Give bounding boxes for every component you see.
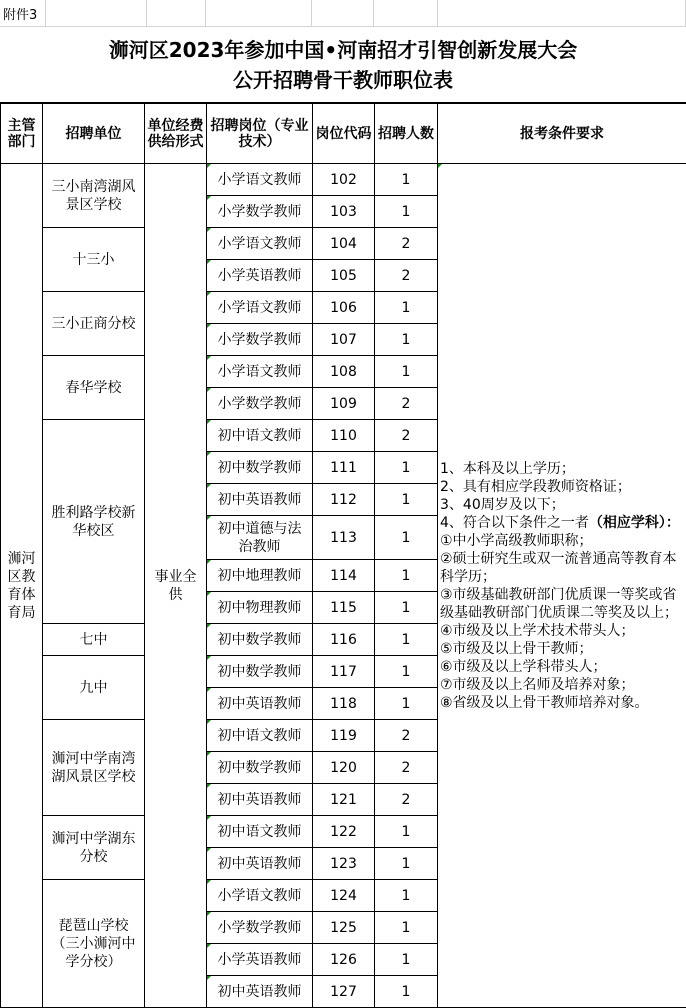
header-dept[interactable]: 主管部门 bbox=[1, 104, 43, 164]
count-cell[interactable]: 1 bbox=[375, 944, 438, 976]
annex-row bbox=[0, 0, 686, 27]
count-cell[interactable]: 1 bbox=[375, 624, 438, 656]
code-cell[interactable]: 122 bbox=[313, 816, 375, 848]
position-cell[interactable]: 初中语文教师 bbox=[207, 420, 313, 452]
position-cell[interactable]: 初中道德与法治教师 bbox=[207, 516, 313, 560]
code-cell[interactable]: 112 bbox=[313, 484, 375, 516]
code-cell[interactable]: 117 bbox=[313, 656, 375, 688]
code-cell[interactable]: 120 bbox=[313, 752, 375, 784]
dept-cell[interactable]: 浉河区教育体育局 bbox=[1, 164, 43, 1008]
table-row bbox=[1, 164, 686, 196]
req-item-8: ⑧省级及以上骨干教师培养对象。 bbox=[440, 694, 649, 711]
count-cell[interactable]: 1 bbox=[375, 912, 438, 944]
unit-cell[interactable]: 七中 bbox=[43, 624, 145, 656]
annex-label: 附件3 bbox=[3, 8, 38, 23]
count-cell[interactable]: 1 bbox=[375, 656, 438, 688]
position-cell[interactable]: 初中英语教师 bbox=[207, 484, 313, 516]
positions-table bbox=[0, 103, 686, 1008]
title-line-2: 公开招聘骨干教师职位表 bbox=[233, 68, 453, 92]
unit-cell[interactable]: 九中 bbox=[43, 656, 145, 720]
code-cell[interactable]: 108 bbox=[313, 356, 375, 388]
req-item-3: ③市级基础教研部门优质课一等奖或省级基础教研部门优质课二等奖及以上； bbox=[440, 586, 678, 621]
req-item-4: ④市级及以上学术技术带头人； bbox=[440, 622, 635, 639]
sheet-cell[interactable] bbox=[147, 0, 206, 27]
count-cell[interactable]: 2 bbox=[375, 752, 438, 784]
count-cell[interactable]: 1 bbox=[375, 164, 438, 196]
page-title bbox=[0, 27, 686, 103]
count-cell[interactable]: 1 bbox=[375, 688, 438, 720]
funding-cell[interactable]: 事业全供 bbox=[145, 164, 207, 1008]
count-cell[interactable]: 1 bbox=[375, 292, 438, 324]
unit-cell[interactable]: 三小南湾湖风景区学校 bbox=[43, 164, 145, 228]
sheet-cell[interactable] bbox=[0, 0, 46, 27]
count-cell[interactable]: 1 bbox=[375, 848, 438, 880]
position-cell[interactable]: 初中语文教师 bbox=[207, 816, 313, 848]
code-cell[interactable]: 114 bbox=[313, 560, 375, 592]
count-cell[interactable]: 1 bbox=[375, 196, 438, 228]
position-cell[interactable]: 小学语文教师 bbox=[207, 164, 313, 196]
code-cell[interactable]: 125 bbox=[313, 912, 375, 944]
header-code[interactable]: 岗位代码 bbox=[313, 104, 375, 164]
position-cell[interactable]: 小学语文教师 bbox=[207, 880, 313, 912]
position-cell[interactable]: 小学英语教师 bbox=[207, 944, 313, 976]
code-cell[interactable]: 113 bbox=[313, 516, 375, 560]
count-cell[interactable]: 1 bbox=[375, 452, 438, 484]
unit-cell[interactable]: 浉河中学湖东分校 bbox=[43, 816, 145, 880]
count-cell[interactable]: 2 bbox=[375, 720, 438, 752]
header-unit[interactable]: 招聘单位 bbox=[43, 104, 145, 164]
count-cell[interactable]: 1 bbox=[375, 560, 438, 592]
req-1: 1、本科及以上学历； bbox=[440, 460, 575, 477]
sheet-cell[interactable] bbox=[206, 0, 312, 27]
title-line-1: 浉河区2023年参加中国•河南招才引智创新发展大会 bbox=[108, 38, 578, 62]
count-cell[interactable]: 2 bbox=[375, 260, 438, 292]
unit-cell[interactable]: 春华学校 bbox=[43, 356, 145, 420]
code-cell[interactable]: 107 bbox=[313, 324, 375, 356]
code-cell[interactable]: 106 bbox=[313, 292, 375, 324]
header-count[interactable]: 招聘人数 bbox=[375, 104, 438, 164]
req-item-1: ①中小学高级教师职称； bbox=[440, 532, 593, 549]
count-cell[interactable]: 1 bbox=[375, 324, 438, 356]
position-cell[interactable]: 初中数学教师 bbox=[207, 656, 313, 688]
position-cell[interactable]: 初中英语教师 bbox=[207, 976, 313, 1008]
code-cell[interactable]: 116 bbox=[313, 624, 375, 656]
req-item-7: ⑦市级及以上名师及培养对象； bbox=[440, 676, 635, 693]
position-cell[interactable]: 小学数学教师 bbox=[207, 912, 313, 944]
count-cell[interactable]: 1 bbox=[375, 976, 438, 1008]
code-cell[interactable]: 105 bbox=[313, 260, 375, 292]
sheet-cell[interactable] bbox=[438, 0, 686, 27]
code-cell[interactable]: 110 bbox=[313, 420, 375, 452]
req-item-6: ⑥市级及以上学科带头人； bbox=[440, 658, 607, 675]
sheet-cell[interactable] bbox=[46, 0, 147, 27]
code-cell[interactable]: 127 bbox=[313, 976, 375, 1008]
req-item-5: ⑤市级及以上骨干教师； bbox=[440, 640, 593, 657]
unit-cell[interactable]: 胜利路学校新华校区 bbox=[43, 420, 145, 624]
position-cell[interactable]: 小学数学教师 bbox=[207, 388, 313, 420]
req-4: 4、符合以下条件之一者 bbox=[440, 514, 589, 531]
position-cell[interactable]: 小学数学教师 bbox=[207, 324, 313, 356]
req-3: 3、40周岁及以下； bbox=[440, 496, 565, 513]
code-cell[interactable]: 118 bbox=[313, 688, 375, 720]
position-cell[interactable]: 初中物理教师 bbox=[207, 592, 313, 624]
code-cell[interactable]: 119 bbox=[313, 720, 375, 752]
position-cell[interactable]: 初中数学教师 bbox=[207, 752, 313, 784]
position-cell[interactable]: 小学数学教师 bbox=[207, 196, 313, 228]
position-cell[interactable]: 初中英语教师 bbox=[207, 848, 313, 880]
count-cell[interactable]: 1 bbox=[375, 484, 438, 516]
position-cell[interactable]: 初中英语教师 bbox=[207, 784, 313, 816]
position-cell[interactable]: 小学语文教师 bbox=[207, 292, 313, 324]
code-cell[interactable]: 104 bbox=[313, 228, 375, 260]
code-cell[interactable]: 111 bbox=[313, 452, 375, 484]
position-cell[interactable]: 小学语文教师 bbox=[207, 356, 313, 388]
count-cell[interactable]: 1 bbox=[375, 516, 438, 560]
req-item-2: ②硕士研究生或双一流普通高等教育本科学历； bbox=[440, 550, 677, 585]
count-cell[interactable]: 1 bbox=[375, 816, 438, 848]
req-4-bold: （相应学科）： bbox=[588, 514, 680, 531]
count-cell[interactable]: 1 bbox=[375, 880, 438, 912]
count-cell[interactable]: 2 bbox=[375, 784, 438, 816]
position-cell[interactable]: 初中数学教师 bbox=[207, 624, 313, 656]
code-cell[interactable]: 115 bbox=[313, 592, 375, 624]
req-2: 2、具有相应学段教师资格证； bbox=[440, 478, 631, 495]
position-cell[interactable]: 初中数学教师 bbox=[207, 452, 313, 484]
count-cell[interactable]: 1 bbox=[375, 592, 438, 624]
code-cell[interactable]: 103 bbox=[313, 196, 375, 228]
requirements-cell[interactable] bbox=[438, 164, 686, 1008]
position-cell[interactable]: 初中地理教师 bbox=[207, 560, 313, 592]
position-cell[interactable]: 小学英语教师 bbox=[207, 260, 313, 292]
count-cell[interactable]: 2 bbox=[375, 388, 438, 420]
sheet-cell[interactable] bbox=[374, 0, 438, 27]
count-cell[interactable]: 2 bbox=[375, 228, 438, 260]
code-cell[interactable]: 126 bbox=[313, 944, 375, 976]
unit-cell[interactable]: 十三小 bbox=[43, 228, 145, 292]
code-cell[interactable]: 123 bbox=[313, 848, 375, 880]
code-cell[interactable]: 102 bbox=[313, 164, 375, 196]
code-cell[interactable]: 121 bbox=[313, 784, 375, 816]
header-row bbox=[1, 104, 686, 164]
count-cell[interactable]: 2 bbox=[375, 420, 438, 452]
position-cell[interactable]: 小学语文教师 bbox=[207, 228, 313, 260]
header-requirements[interactable]: 报考条件要求 bbox=[438, 104, 686, 164]
count-cell[interactable]: 1 bbox=[375, 356, 438, 388]
unit-cell[interactable]: 琵琶山学校（三小浉河中学分校） bbox=[43, 880, 145, 1008]
header-funding[interactable]: 单位经费供给形式 bbox=[145, 104, 207, 164]
position-cell[interactable]: 初中语文教师 bbox=[207, 720, 313, 752]
unit-cell[interactable]: 三小正商分校 bbox=[43, 292, 145, 356]
sheet-cell[interactable] bbox=[312, 0, 374, 27]
unit-cell[interactable]: 浉河中学南湾湖风景区学校 bbox=[43, 720, 145, 816]
header-position[interactable]: 招聘岗位（专业技术） bbox=[207, 104, 313, 164]
code-cell[interactable]: 124 bbox=[313, 880, 375, 912]
position-cell[interactable]: 初中英语教师 bbox=[207, 688, 313, 720]
code-cell[interactable]: 109 bbox=[313, 388, 375, 420]
